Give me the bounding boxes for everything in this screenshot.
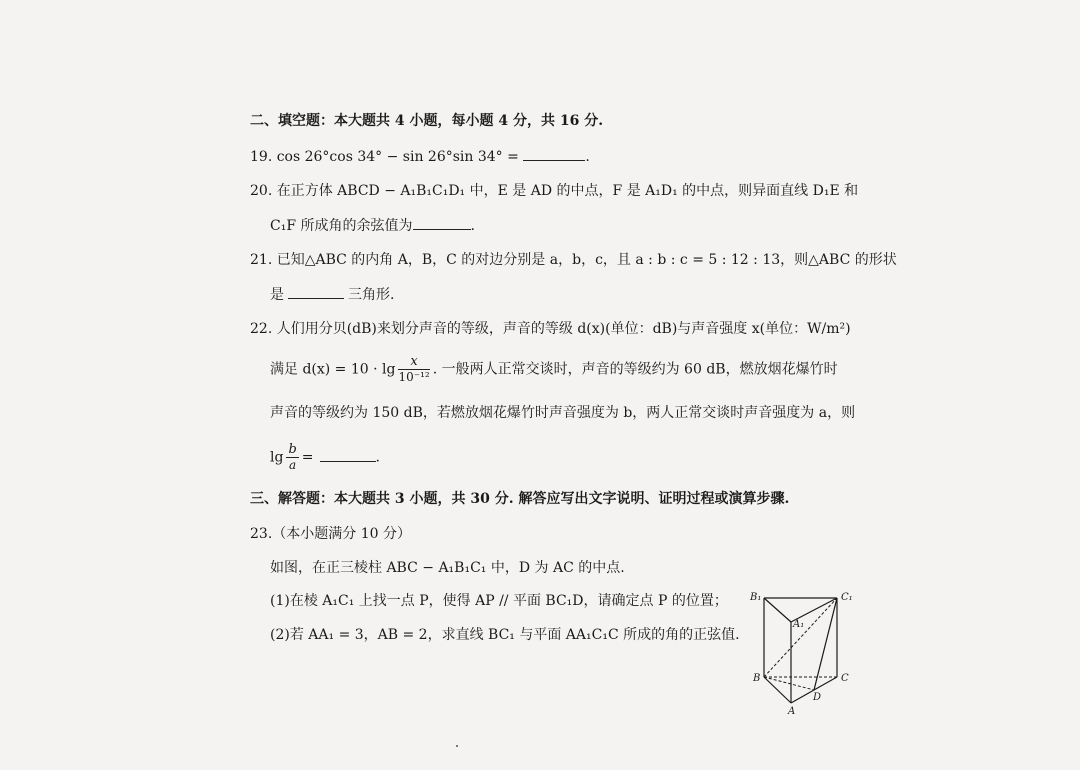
question-22-line1: 22. 人们用分贝(dB)来划分声音的等级，声音的等级 d(x)(单位：dB)与声音强度 x(单位：W/m²): [250, 321, 851, 337]
q21-answer-blank: [288, 285, 344, 299]
q22-fraction-b-a: [286, 442, 298, 473]
question-22-line4: [270, 442, 380, 473]
section-3-title: 三、解答题：本大题共 3 小题，共 30 分. 解答应写出文字说明、证明过程或演算步骤.: [250, 491, 790, 507]
q22-frac2-num: b: [288, 442, 297, 457]
label-b: B: [753, 673, 761, 684]
line-d-c1: [814, 598, 837, 690]
question-21-line1: 21. 已知△ABC 的内角 A，B，C 的对边分别是 a，b，c，且 a : b : c = 5 : 12 : 13，则△ABC 的形状: [250, 252, 897, 268]
q22-answer-blank: [320, 448, 376, 462]
question-23-head: 23.（本小题满分 10 分）: [250, 526, 411, 542]
q22-eq: =: [301, 449, 314, 466]
question-23-part1: (1)在棱 A₁C₁ 上找一点 P，使得 AP // 平面 BC₁D，请确定点 P 的位置；: [270, 593, 728, 609]
section-2-title: 二、填空题：本大题共 4 小题，每小题 4 分，共 16 分.: [250, 113, 604, 129]
edge-b-a: [764, 677, 791, 703]
label-a1: A₁: [793, 619, 805, 630]
question-22-line2: [270, 354, 838, 385]
question-20-line1: 20. 在正方体 ABCD − A₁B₁C₁D₁ 中，E 是 AD 的中点，F 是 A₁D₁ 的中点，则异面直线 D₁E 和: [250, 183, 859, 199]
question-23-intro: 如图，在正三棱柱 ABC − A₁B₁C₁ 中，D 为 AC 的中点.: [270, 560, 625, 576]
question-23-part2: (2)若 AA₁ = 3，AB = 2，求直线 BC₁ 与平面 AA₁C₁C 所成的角的正弦值.: [270, 627, 740, 643]
q19-answer-blank: [523, 147, 585, 161]
q19-text: 19. cos 26°cos 34° − sin 26°sin 34° =: [250, 149, 524, 165]
question-19: [250, 147, 590, 166]
q20-end: .: [470, 218, 475, 234]
label-a: A: [788, 706, 796, 717]
line-b-c1: [764, 598, 837, 677]
q21-post: 三角形.: [348, 287, 395, 303]
q20-text: C₁F 所成角的余弦值为: [270, 218, 413, 234]
q22-fraction: [398, 354, 429, 385]
stray-dot: [456, 745, 458, 747]
question-20-line2: [270, 216, 475, 235]
label-c1: C₁: [841, 592, 853, 603]
prism-figure: [745, 585, 865, 720]
q21-pre: 是: [270, 287, 284, 303]
label-d: D: [813, 692, 822, 703]
label-c: C: [841, 673, 849, 684]
q19-end: .: [585, 149, 590, 165]
q22-post: . 一般两人正常交谈时，声音的等级约为 60 dB，燃放烟花爆竹时: [432, 361, 838, 378]
q22-frac-num: x: [398, 354, 429, 370]
question-21-line2: [270, 285, 394, 304]
q22-frac-den: 10⁻¹²: [398, 370, 430, 384]
q22-pre: 满足 d(x) = 10 · lg: [270, 361, 396, 378]
label-b1: B₁: [750, 592, 762, 603]
q22-end: .: [375, 449, 380, 466]
q20-answer-blank: [413, 216, 471, 230]
question-22-line3: 声音的等级约为 150 dB，若燃放烟花爆竹时声音强度为 b，两人正常交谈时声音强度为 a，则: [270, 405, 856, 421]
q22-frac2-den: a: [289, 458, 297, 472]
edge-b1-a1: [764, 598, 791, 622]
q22-lg: lg: [270, 449, 284, 466]
